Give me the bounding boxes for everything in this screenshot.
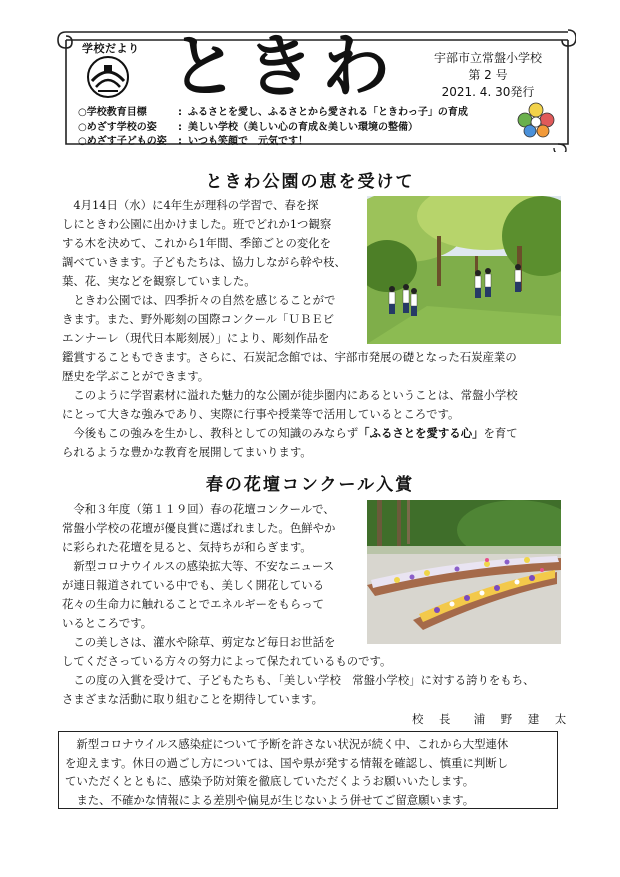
school-goals bbox=[78, 106, 468, 150]
article-line: する木を決めて、これから1年間、季節ごとの変化を bbox=[62, 236, 332, 250]
emphasis-phrase: 「ふるさとを愛する心」 bbox=[358, 426, 484, 440]
goal-text: ふるさとを愛し、ふるさとから愛される「ときわっ子」の育成 bbox=[188, 107, 468, 118]
goal-label: ○めざす子どもの姿 bbox=[78, 136, 167, 147]
article-line: しにときわ公園に出かけました。班でどれか1つ観察 bbox=[62, 217, 332, 231]
goal-label: ○めざす学校の姿 bbox=[78, 121, 157, 133]
issue-number: 第 2 号 bbox=[468, 68, 508, 82]
notice-line: また、不確かな情報による差別や偏見が生じないよう併せてご留意願います。 bbox=[76, 792, 475, 807]
school-emblem-icon bbox=[86, 55, 130, 99]
article-line: にとって大きな強みであり、実際に行事や授業等で活用しているところです。 bbox=[62, 407, 460, 421]
article-line: 葉、花、実などを観察していました。 bbox=[62, 274, 256, 288]
notice-line: を迎えます。休日の過ごし方については、国や県が発する情報を確認し、慎重に判断し bbox=[65, 755, 509, 770]
article-line: が連日報道されている中でも、美しく開花している bbox=[62, 578, 324, 592]
article-line: 常盤小学校の花壇が優良賞に選ばれました。色鮮やか bbox=[62, 521, 336, 535]
goal-row: ○学校教育目標 : ふるさとを愛し、ふるさとから愛される「ときわっ子」の育成 bbox=[78, 106, 468, 121]
article-line: ときわ公園では、四季折々の自然を感じることがで bbox=[73, 293, 336, 307]
article-line: 4月14日（水）に4年生が理科の学習で、春を探 bbox=[73, 198, 319, 212]
article-line: 新型コロナウイルスの感染拡大等、不安なニュース bbox=[73, 559, 335, 573]
article-line: このように学習素材に溢れた魅力的な公園が徒歩圏内にあるということは、常盤小学校 bbox=[73, 388, 518, 402]
mascot-characters-icon bbox=[516, 100, 556, 138]
article-line: に彩られた花壇を見ると、気持ちが和らぎます。 bbox=[62, 540, 312, 554]
flowerbed-article-wide bbox=[62, 652, 562, 709]
school-name: 宇部市立常盤小学校 bbox=[433, 51, 542, 65]
article-line: 今後もこの強みを生かし、教科としての知識のみならず「ふるさとを愛する心」を育て bbox=[73, 426, 518, 440]
article-line: 鑑賞することもできます。さらに、石炭記念館では、宇部市発展の礎となった石炭産業の bbox=[62, 350, 517, 364]
article-line: この美しさは、灌水や除草、剪定など毎日お世話を bbox=[73, 635, 336, 649]
principal-signature: 校 長 浦 野 建 太 bbox=[412, 712, 573, 726]
article-line: いるところです。 bbox=[62, 616, 153, 630]
flowerbed-photo bbox=[367, 500, 561, 644]
goal-row: ○めざす子どもの姿 : いつも笑顔で 元気です！ bbox=[78, 135, 468, 150]
article-line: 花々の生命力に触れることでエネルギーをもらって bbox=[62, 597, 324, 611]
article-line: この度の入賞を受けて、子どもたちも、「美しい学校 常盤小学校」に対する誇りをもち、 bbox=[73, 673, 535, 687]
article-line: 調べていきます。子どもたちは、協力しながら幹や枝、 bbox=[62, 255, 346, 269]
notice-line: 新型コロナウイルス感染症について予断を許さない状況が続く中、これから大型連休 bbox=[76, 737, 509, 751]
goal-label: ○学校教育目標 bbox=[78, 107, 147, 118]
issue-date: 2021. 4. 30発行 bbox=[441, 85, 535, 99]
article-line: 令和３年度（第１１９回）春の花壇コンクールで、 bbox=[73, 502, 335, 516]
flowerbed-article-narrow bbox=[62, 500, 362, 652]
park-article-narrow bbox=[62, 196, 362, 348]
goal-text: 美しい学校（美しい心の育成＆美しい環境の整備） bbox=[188, 121, 418, 133]
issue-info bbox=[424, 50, 552, 101]
notice-line: ていただくとともに、感染予防対策を徹底していただくようお願いいたします。 bbox=[65, 774, 475, 788]
section-title-flowerbed: 春の花壇コンクール入賞 bbox=[205, 475, 415, 495]
article-line: さまざまな活動に取り組むことを期待しています。 bbox=[62, 692, 324, 706]
covid-notice-box bbox=[58, 731, 558, 809]
article-line: られるような豊かな教育を展開してまいります。 bbox=[62, 445, 312, 459]
article-line: してくださっている方々の努力によって保たれているものです。 bbox=[62, 654, 392, 668]
school-news-label: 学校だより bbox=[82, 42, 140, 55]
newsletter-title: ときわ bbox=[170, 28, 399, 107]
section-title-park: ときわ公園の恵を受けて bbox=[205, 172, 415, 192]
goal-text: いつも笑顔で 元気です！ bbox=[188, 136, 308, 147]
goal-row: ○めざす学校の姿 : 美しい学校（美しい心の育成＆美しい環境の整備） bbox=[78, 121, 468, 136]
article-line: きます。また、野外彫刻の国際コンクール「ＵＢＥビ bbox=[62, 312, 335, 326]
article-line: 歴史を学ぶことができます。 bbox=[62, 369, 210, 383]
article-line: エンナーレ（現代日本彫刻展）」により、彫刻作品を bbox=[62, 331, 330, 345]
park-article-wide bbox=[62, 348, 562, 462]
park-photo bbox=[367, 196, 561, 344]
